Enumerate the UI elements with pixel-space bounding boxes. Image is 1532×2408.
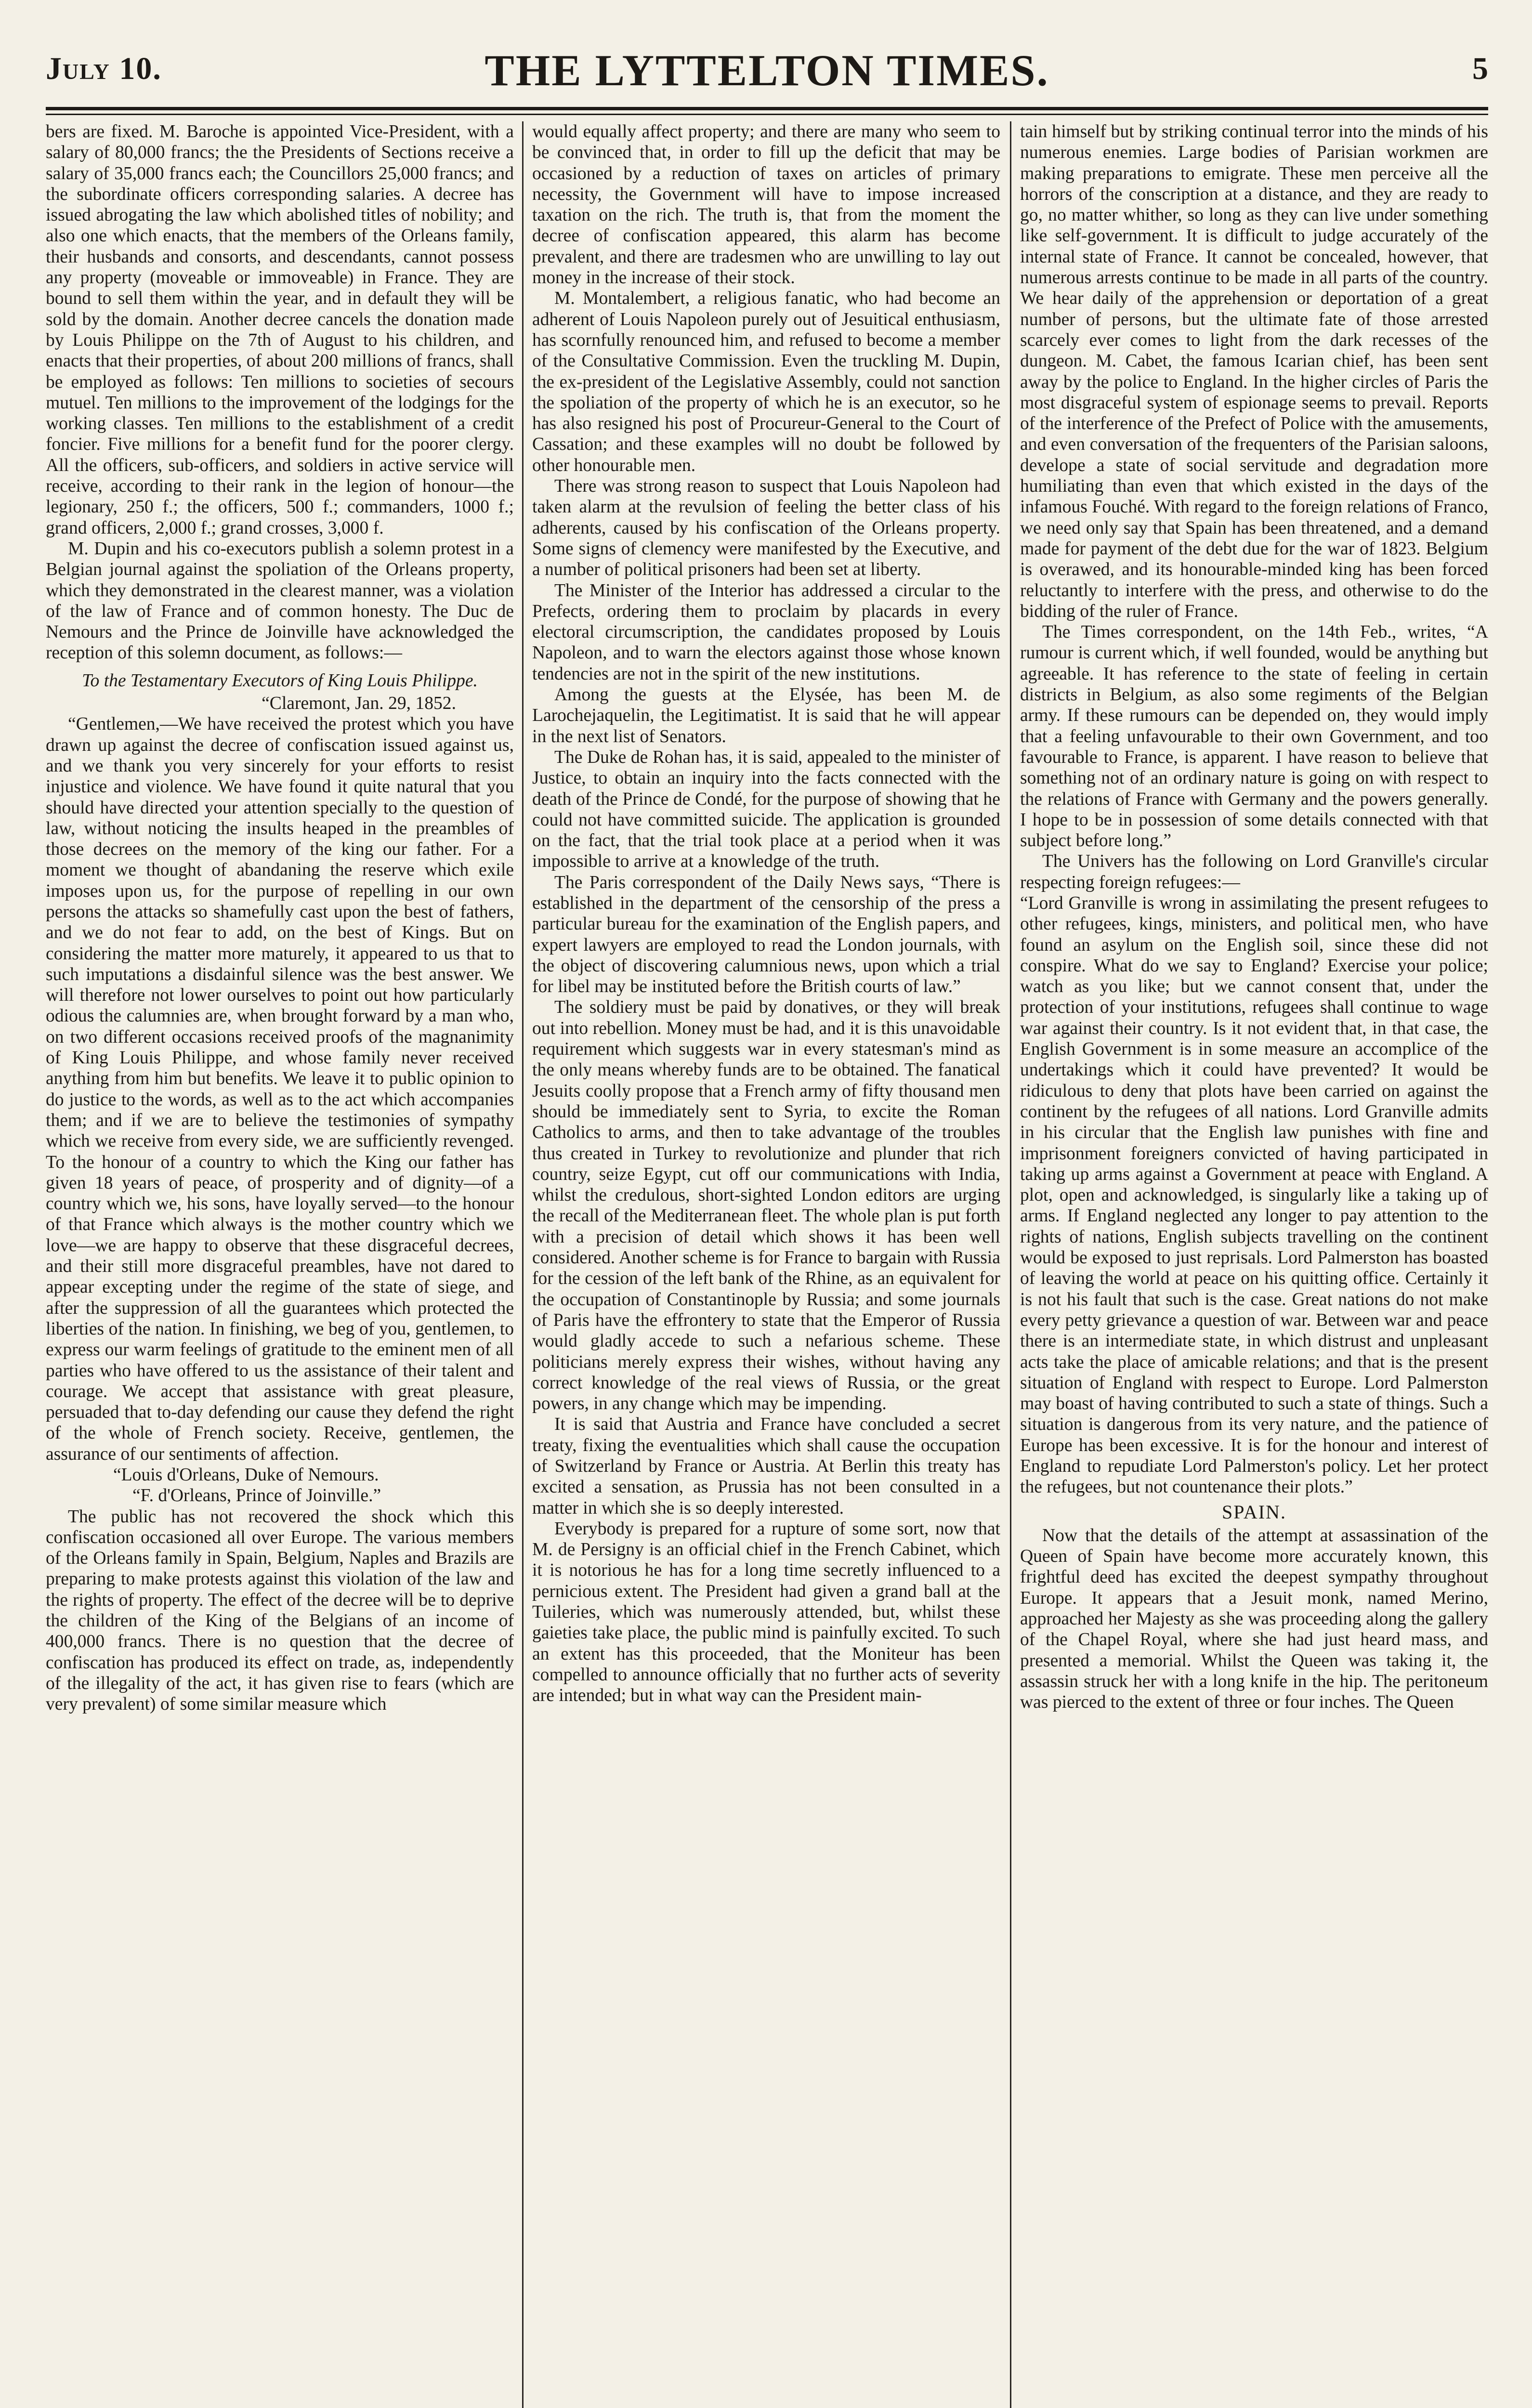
column-2 xyxy=(532,121,1000,2408)
article-paragraph: The public has not recovered the shock which this confiscation occasioned all over Europe. The various members of the Orleans family in Spain, Belgium, Naples and Brazils are preparing to make protests against this violation of the law and the rights of property. The effect of the decree will be to deprive the children of the King of the Belgians of an income of 400,000 francs. There is no question that the decree of confiscation has produced its effect on trade, as, independently of the illegality of the act, it has given rise to fears (which are very prevalent) of some similar measure which xyxy=(46,1506,514,1714)
article-paragraph: M. Montalembert, a religious fanatic, who had become an adherent of Louis Napoleon purely out of Jesuitical enthusiasm, has scornfully renounced him, and refused to become a member of the Consultative Commission. Even the truckling M. Dupin, the ex-president of the Legislative Assembly, could not sanction the spoliation of the property of which he is an executor, so he has also resigned his post of Procureur-General to the Court of Cassation; and these examples will no doubt be followed by other honourable men. xyxy=(532,288,1000,475)
article-paragraph: would equally affect property; and there are many who seem to be convinced that, in order to fill up the deficit that may be occasioned by a reduction of taxes on articles of primary necessity, the Government will have to impose increased taxation on the rich. The truth is, that from the moment the decree of confiscation appeared, this alarm has become prevalent, and there are tradesmen who are unwilling to lay out money in the increase of their stock. xyxy=(532,122,1000,288)
letter-signature: “F. d'Orleans, Prince of Joinville.” xyxy=(132,1486,381,1506)
article-paragraph: The Univers has the following on Lord Granville's circular respecting foreign refugees:— xyxy=(1020,851,1488,892)
article-paragraph: “Lord Granville is wrong in assimilating the present refugees to other refugees, kings, ministers, and political men, who have found an asylum on the English soil, since these did not conspire. What do we say to England? Exercise your police; watch as you like; but we cannot consent that, under the protection of your institutions, refugees shall continue to wage war against their country. Is it not evident that, in that case, the English Government is in some measure an accomplice of the undertakings which it could have prevented? It would be ridiculous to deny that plots have been carried on against the continent by the refugees of all nations. Lord Granville admits in his circular that the English law punishes with fine and imprisonment foreigners convicted of having participated in taking up arms against a Government at peace with England. A plot, open and acknowledged, is singularly like a taking up of arms. If England neglected any longer to pay attention to the rights of nations, English subjects travelling on the continent would be exposed to just reprisals. Lord Palmerston has boasted of leaving the world at peace on his quitting office. Certainly it is not his fault that such is the case. Great nations do not make every petty grievance a question of war. Between war and peace there is an intermediate state, in which distrust and unpleasant acts take the place of amicable relations; and that is the present situation of England with respect to Europe. Lord Palmerston may boast of having contributed to such a state of things. Such a situation is dangerous from its very nature, and the patience of Europe has been excessive. It is for the honour and interest of England to repudiate Lord Palmerston's policy. Let her protect the refugees, but not countenance their plots.” xyxy=(1020,893,1488,1497)
masthead-rule-thick xyxy=(46,107,1488,110)
article-paragraph: Everybody is prepared for a rupture of some sort, now that M. de Persigny is an official chief in the French Cabinet, which it is notorious he has for a long time secretly influenced to a pernicious extent. The President had given a grand ball at the Tuileries, which was numerously attended, but, whilst these gaieties take place, the public mind is painfully excited. To such an extent has this proceeded, that the Moniteur has been compelled to announce officially that no further acts of severity are intended; but in what way can the President main- xyxy=(532,1518,1000,1706)
section-heading-spain: SPAIN. xyxy=(1222,1501,1286,1523)
masthead-rule-thin xyxy=(46,114,1488,115)
article-paragraph: The soldiery must be paid by donatives, or they will break out into rebellion. Money must be had, and it is this unavoidable requirement which suggests war in every statesman's mind as the only means whereby funds are to be obtained. The fanatical Jesuits coolly propose that a French army of fifty thousand men should be immediately sent to Syria, to excite the Roman Catholics to arms, and then to take advantage of the troubles thus created in Turkey to revolutionize and plunder that rich country, seize Egypt, cut off our communications with India, whilst the credulous, short-sighted London editors are urging the recall of the Mediterranean fleet. The whole plan is put forth with a precision of detail which shows it has been well considered. Another scheme is for France to bargain with Russia for the cession of the left bank of the Rhine, as an equivalent for the occupation of Constantinople by Russia; and some journals of Paris have the effrontery to state that the Emperor of Russia would gladly accede to such a nefarious scheme. These politicians merely express their wishes, without having any correct knowledge of the real views of Russia, or the great powers, in any change which may be impending. xyxy=(532,997,1000,1414)
column-1 xyxy=(46,121,514,2408)
article-paragraph: Among the guests at the Elysée, has been M. de Larochejaquelin, the Legitimatist. It is said that he will appear in the next list of Senators. xyxy=(532,685,1000,746)
article-paragraph: bers are fixed. M. Baroche is appointed Vice-President, with a salary of 80,000 francs; the the Presidents of Sections receive a salary of 35,000 francs each; the Councillors 25,000 francs; and the subordinate officers corresponding salaries. A decree has issued abrogating the law which abolished titles of nobility; and also one which enacts, that the members of the Orleans family, their husbands and consorts, and descendants, cannot possess any property (moveable or immoveable) in France. They are bound to sell them within the year, and in default they will be sold by the domain. Another decree cancels the donation made by Louis Philippe on the 7th of August to his children, and enacts that their properties, of about 200 millions of francs, shall be employed as follows: Ten millions to societies of secours mutuel. Ten millions to the improvement of the lodgings for the working classes. Ten millions to the establishment of a credit foncier. Five millions for a benefit fund for the poorer clergy. All the officers, sub-officers, and soldiers in active service will receive, according to their rank in the legion of honour—the legionary, 250 f.; the officers, 500 f.; commanders, 1000 f.; grand officers, 2,000 f.; grand crosses, 3,000 f. xyxy=(46,122,514,538)
column-divider xyxy=(522,121,524,2408)
letter-signature: “Louis d'Orleans, Duke of Nemours. xyxy=(113,1465,379,1485)
article-paragraph: tain himself but by striking continual terror into the minds of his numerous enemies. Large bodies of Parisian workmen are making preparations to emigrate. These men perceive all the horrors of the conscription at a distance, and they are ready to go, no matter whither, so long as they can live under something like self-government. It is difficult to judge accurately of the internal state of France. It cannot be concealed, however, that numerous arrests continue to be made in all parts of the country. We hear daily of the apprehension or deportation of a great number of persons, but the ultimate fate of those arrested scarcely ever comes to light from the dark recesses of the dungeon. M. Cabet, the famous Icarian chief, has been sent away by the police to England. In the higher circles of Paris the most disgraceful system of espionage seems to prevail. Reports of the interference of the Prefect of Police with the amusements, and even conversation of the frequenters of the Parisian saloons, develope a state of social servitude and degradation more humiliating than even that which existed in the days of the infamous Fouché. With regard to the foreign relations of Franco, we need only say that Spain has been threatened, and a demand made for payment of the debt due for the war of 1823. Belgium is overawed, and its honourable-minded king has been forced reluctantly to interfere with the press, and otherwise to do the bidding of the ruler of France. xyxy=(1020,122,1488,621)
page-number: 5 xyxy=(1472,51,1488,86)
letter-dateline: “Claremont, Jan. 29, 1852. xyxy=(262,694,456,714)
column-divider xyxy=(1010,121,1011,2408)
article-paragraph: The Minister of the Interior has addressed a circular to the Prefects, ordering them to proclaim by placards in every electoral circumscription, the candidates proposed by Louis Napoleon, and to warn the electors against those whose known tendencies are not in the spirit of the new institutions. xyxy=(532,580,1000,684)
article-paragraph: Now that the details of the attempt at assassination of the Queen of Spain have become more accurately known, this frightful deed has excited the deepest sympathy throughout Europe. It appears that a Jesuit monk, named Merino, approached her Majesty as she was proceeding along the gallery of the Chapel Royal, where she had just heard mass, and presented a memorial. Whilst the Queen was taking it, the assassin struck her with a long knife in the hip. The peritoneum was pierced to the extent of three or four inches. The Queen xyxy=(1020,1525,1488,1713)
article-paragraph: The Duke de Rohan has, it is said, appealed to the minister of Justice, to obtain an inquiry into the facts connected with the death of the Prince de Condé, for the purpose of showing that he could not have committed suicide. The application is grounded on the fact, that the trial took place at a period when it was impossible to arrive at a knowledge of the truth. xyxy=(532,747,1000,872)
article-paragraph: The Times correspondent, on the 14th Feb., writes, “A rumour is current which, if well founded, would be anything but agreeable. It has reference to the state of feeling in certain districts in Belgium, as also some regiments of the Belgian army. If these rumours can be depended on, they would imply that a feeling unfavourable to their own Government, and too favourable to France, is apparent. I have reason to believe that something not of an ordinary nature is going on with respect to the relations of France with Germany and the powers generally. I hope to be in possession of some details connected with that subject before long.” xyxy=(1020,622,1488,851)
article-paragraph: There was strong reason to suspect that Louis Napoleon had taken alarm at the revulsion of feeling the better class of his adherents, caused by his confiscation of the Orleans property. Some signs of clemency were manifested by the Executive, and a number of political prisoners had been set at liberty. xyxy=(532,476,1000,580)
article-paragraph: The Paris correspondent of the Daily News says, “There is established in the department of the censorship of the press a particular bureau for the examination of the English papers, and expert lawyers are employed to read the London journals, with the object of discovering calumnious news, upon which a trial for libel may be instituted before the British courts of law.” xyxy=(532,872,1000,997)
newspaper-title: THE LYTTELTON TIMES. xyxy=(484,46,1049,95)
masthead xyxy=(46,46,1488,104)
issue-date: July 10. xyxy=(46,51,162,86)
letter-heading: To the Testamentary Executors of King Louis Philippe. xyxy=(82,670,478,691)
letter-body: “Gentlemen,—We have received the protest which you have drawn up against the decree of confiscation issued against us, and we thank you very sincerely for your efforts to resist injustice and violence. We have found it quite natural that you should have directed your attention specially to the question of law, without noticing the insults heaped in the preambles of those decrees on the memory of the king our father. For a moment we thought of abandaning the reserve which exile imposes upon us, for the purpose of repelling in our own persons the attacks so shamefully cast upon the best of fathers, and we do not fear to add, on the best of Kings. But on considering the matter more maturely, it appeared to us that to such imputations a disdainful silence was the best answer. We will therefore not lower ourselves to point out how particularly odious the calumnies are, when brought forward by a man who, on two different occasions received proofs of the magnanimity of King Louis Philippe, and whose family never received anything from him but benefits. We leave it to public opinion to do justice to the words, as well as to the act which accompanies them; and if we are to believe the testimonies of sympathy which we receive from every side, we are sufficiently revenged. To the honour of a country to which the King our father has given 18 years of peace, of prosperity and of dignity—of a country which we, his sons, have loyally served—to the honour of that France which always is the mother country which we love—we are happy to observe that these disgraceful decrees, and their still more disgraceful preambles, have not dared to appear excepting under the regime of the state of siege, and after the suppression of all the guarantees which protected the liberties of the nation. In finishing, we beg of you, gentlemen, to express our warm feelings of gratitude to the eminent men of all parties who have offered to us the assistance of their talent and courage. We accept that assistance with great pleasure, persuaded that to-day defending our cause they defend the right of the whole of French society. Receive, gentlemen, the assurance of our sentiments of affection. xyxy=(46,714,514,1464)
column-3 xyxy=(1020,121,1488,2408)
article-paragraph: M. Dupin and his co-executors publish a solemn protest in a Belgian journal against the spoliation of the Orleans property, which they demonstrated in the clearest manner, was a violation of the law of France and of common honesty. The Duc de Nemours and the Prince de Joinville have acknowledged the reception of this solemn document, as follows:— xyxy=(46,538,514,663)
article-paragraph: It is said that Austria and France have concluded a secret treaty, fixing the eventualities which shall cause the occupation of Switzerland by France or Austria. At Berlin this treaty has excited a sensation, as Prussia has not been consulted in a matter in which she is so deeply interested. xyxy=(532,1414,1000,1518)
